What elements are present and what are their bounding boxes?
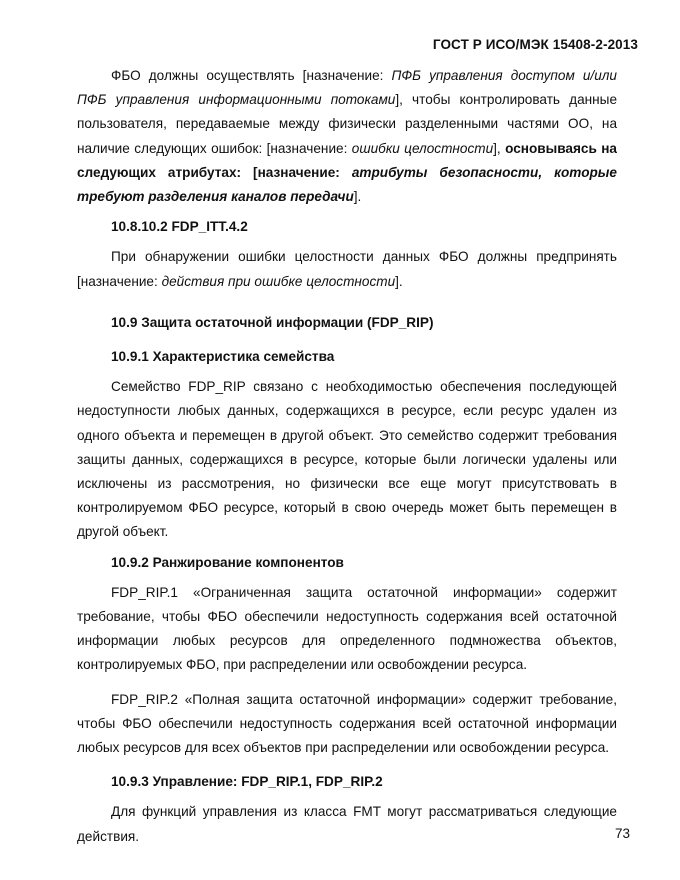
- heading-10-9-3: 10.9.3 Управление: FDP_RIP.1, FDP_RIP.2: [111, 774, 383, 790]
- heading-10-9: 10.9 Защита остаточной информации (FDP_RIP): [111, 314, 434, 330]
- text-run: ].: [395, 273, 403, 289]
- bold-run: основываясь на следующих атрибутах: [назначение:: [77, 140, 617, 180]
- text-run: ФБО должны осуществлять [назначение:: [111, 68, 392, 83]
- italic-run: ошибки целостности: [351, 140, 494, 156]
- paragraph-management: Для функций управления из класса FMT могут рассматриваться следующие действия.: [77, 804, 617, 844]
- heading-10-8-10-2: 10.8.10.2 FDP_ITT.4.2: [111, 219, 248, 235]
- text-run: ], чтобы контролировать данные пользователя, передаваемые между физически разделенными частями ОО, на наличие следующих ошибок: [назначение:: [77, 92, 618, 156]
- paragraph-fdp-rip-2: FDP_RIP.2 «Полная защита остаточной информации» содержит требование, чтобы ФБО обеспечили недоступность содержания всей остаточной информации любых ресурсов для всех объектов при распределении или освобождении ресурса.: [77, 691, 617, 756]
- text-run: ],: [493, 140, 506, 156]
- paragraph-fdp-itt-4-2: [77, 245, 617, 293]
- text-run: При обнаружении ошибки целостности данных ФБО должны предпринять [назначение:: [77, 249, 617, 289]
- heading-10-9-1: 10.9.1 Характеристика семейства: [111, 349, 335, 365]
- page-content: [77, 64, 617, 849]
- bold-italic-run: атрибуты безопасности, которые требуют разделения каналов передачи: [77, 164, 617, 205]
- heading-10-9-2: 10.9.2 Ранжирование компонентов: [111, 554, 344, 570]
- text-run: ].: [353, 189, 362, 205]
- page-number: 73: [614, 826, 630, 841]
- italic-run: ПФБ управления доступом и/или ПФБ управления информационными потоками: [77, 68, 617, 108]
- italic-run: действия при ошибке целостности: [161, 273, 396, 289]
- paragraph-fdp-itt-4-1: [77, 64, 617, 209]
- paragraph-family-behaviour: Семейство FDP_RIP связано с необходимостью обеспечения последующей недоступности любых данных, содержащихся в ресурсе, если ресурс удален из одного объекта и перемещен в другой объект. Это семейство содержит требования защиты данных, содержащихся в ресурсе, которые были логически удалены или исключены из рассмотрения, но физически все еще могут присутствовать в контролируемом ФБО ресурсе, который в свою очередь может быть перемещен в другой объект.: [77, 379, 617, 540]
- running-header: ГОСТ Р ИСО/МЭК 15408-2-2013: [432, 37, 638, 52]
- paragraph-fdp-rip-1: FDP_RIP.1 «Ограниченная защита остаточной информации» содержит требование, чтобы ФБО обеспечили недоступность содержания всей остаточной информации любых ресурсов для определенного подмножества объектов, контролируемых ФБО, при распределении или освобождении ресурса.: [77, 584, 617, 673]
